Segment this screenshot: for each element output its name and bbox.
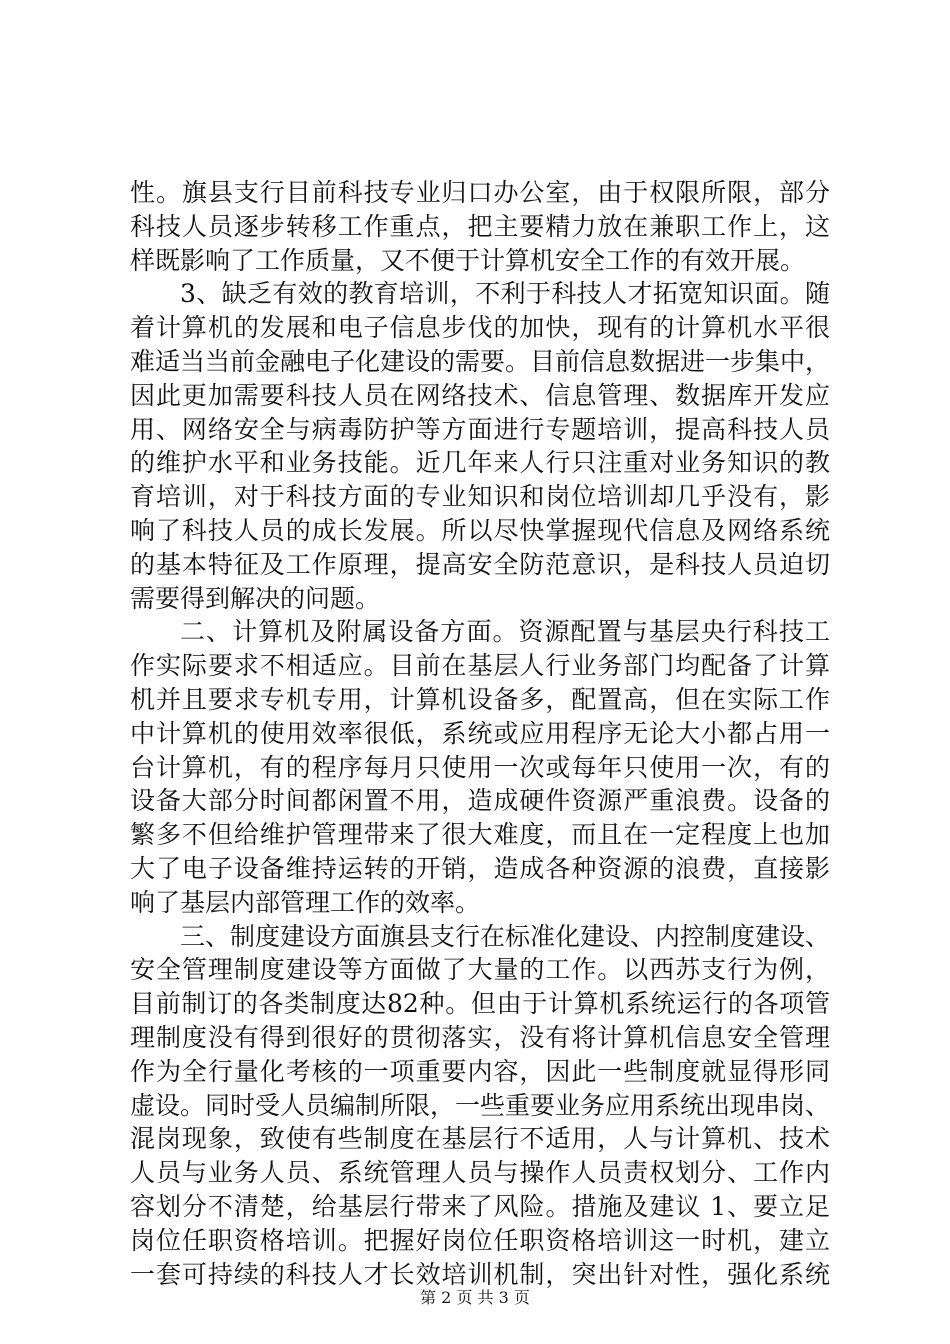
text-line: 用、网络安全与病毒防护等方面进行专题培训，提高科技人员 bbox=[130, 414, 830, 444]
text-line: 3、缺乏有效的教育培训，不利于科技人才拓宽知识面。随 bbox=[180, 279, 830, 309]
text-line: 的维护水平和业务技能。近几年来人行只注重对业务知识的教 bbox=[130, 448, 830, 478]
text-line: 虚设。同时受人员编制所限，一些重要业务应用系统出现串岗、 bbox=[130, 1090, 831, 1120]
text-line: 机并且要求专机专用，计算机设备多，配置高，但在实际工作 bbox=[130, 684, 830, 714]
text-line: 目前制订的各类制度达82种。但由于计算机系统运行的各项管 bbox=[130, 989, 830, 1019]
text-line: 二、计算机及附属设备方面。资源配置与基层央行科技工 bbox=[180, 617, 830, 647]
text-line: 育培训，对于科技方面的专业知识和岗位培训却几乎没有，影 bbox=[130, 482, 830, 512]
text-line: 三、制度建设方面旗县支行在标准化建设、内控制度建设、 bbox=[180, 921, 831, 951]
text-line: 的基本特征及工作原理，提高安全防范意识，是科技人员迫切 bbox=[130, 549, 830, 579]
text-line: 性。旗县支行目前科技专业归口办公室，由于权限所限，部分 bbox=[130, 178, 830, 207]
text-line: 安全管理制度建设等方面做了大量的工作。以西苏支行为例， bbox=[130, 955, 830, 985]
text-line: 着计算机的发展和电子信息步伐的加快，现有的计算机水平很 bbox=[130, 313, 830, 343]
text-line: 难适当当前金融电子化建设的需要。目前信息数据进一步集中， bbox=[130, 346, 831, 376]
text-line: 作为全行量化考核的一项重要内容，因此一些制度就显得形同 bbox=[130, 1056, 830, 1086]
text-line: 中计算机的使用效率很低，系统或应用程序无论大小都占用一 bbox=[130, 718, 830, 748]
text-line: 响了基层内部管理工作的效率。 bbox=[130, 887, 481, 917]
text-line: 岗位任职资格培训。把握好岗位任职资格培训这一时机，建立 bbox=[130, 1225, 830, 1255]
document-body bbox=[130, 176, 830, 1291]
text-line: 设备大部分时间都闲置不用，造成硬件资源严重浪费。设备的 bbox=[130, 786, 830, 816]
text-line: 大了电子设备维持运转的开销，造成各种资源的浪费，直接影 bbox=[130, 853, 830, 883]
text-line: 一套可持续的科技人才长效培训机制，突出针对性，强化系统 bbox=[130, 1259, 830, 1289]
text-line: 需要得到解决的问题。 bbox=[130, 583, 381, 613]
text-line: 台计算机，有的程序每月只使用一次或每年只使用一次，有的 bbox=[130, 752, 830, 782]
text-line: 理制度没有得到很好的贯彻落实，没有将计算机信息安全管理 bbox=[130, 1022, 830, 1052]
text-line: 因此更加需要科技人员在网络技术、信息管理、数据库开发应 bbox=[130, 380, 830, 410]
text-line: 科技人员逐步转移工作重点，把主要精力放在兼职工作上，这 bbox=[130, 211, 830, 241]
text-line: 繁多不但给维护管理带来了很大难度，而且在一定程度上也加 bbox=[130, 820, 830, 850]
text-line: 人员与业务人员、系统管理人员与操作人员责权划分、工作内 bbox=[130, 1158, 830, 1188]
page-footer: 第 2 页 共 3 页 bbox=[420, 1288, 530, 1307]
text-line: 容划分不清楚，给基层行带来了风险。措施及建议 1、要立足 bbox=[130, 1191, 830, 1221]
text-line: 作实际要求不相适应。目前在基层人行业务部门均配备了计算 bbox=[130, 651, 830, 681]
text-line: 样既影响了工作质量，又不便于计算机安全工作的有效开展。 bbox=[130, 245, 806, 275]
text-line: 响了科技人员的成长发展。所以尽快掌握现代信息及网络系统 bbox=[130, 515, 830, 545]
text-line: 混岗现象，致使有些制度在基层行不适用，人与计算机、技术 bbox=[130, 1124, 830, 1154]
